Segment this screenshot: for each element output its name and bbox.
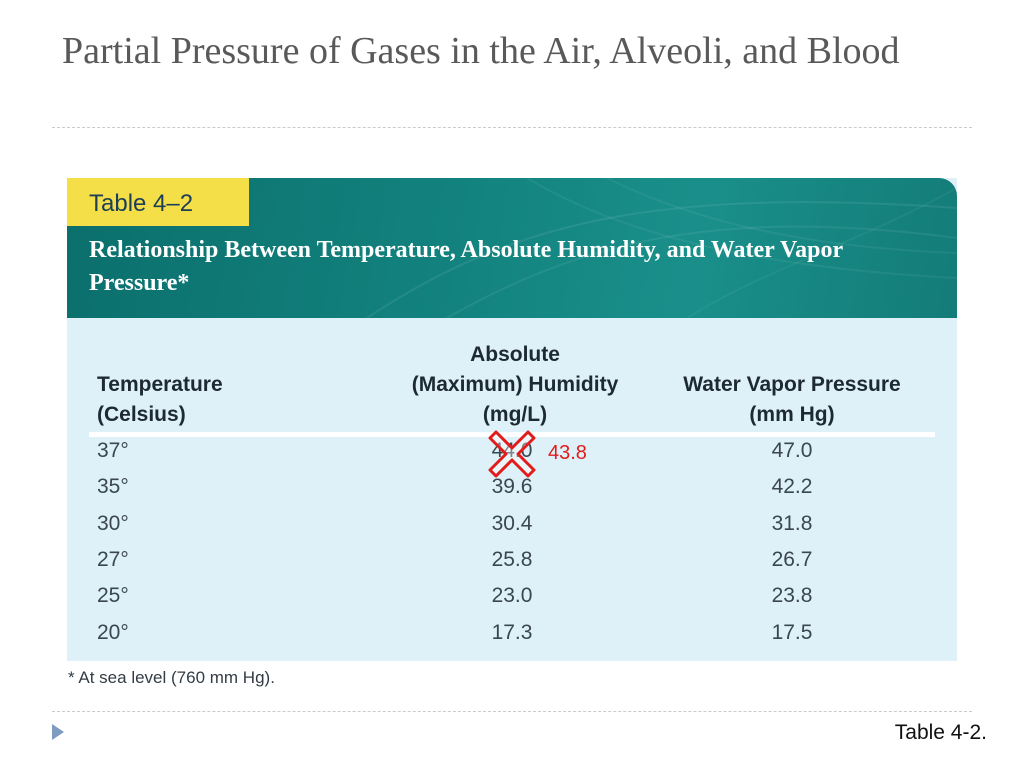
temperature-cell: 37° bbox=[97, 439, 129, 462]
vapor-pressure-cell: 26.7 bbox=[771, 547, 813, 571]
vapor-pressure-cell: 47.0 bbox=[771, 439, 813, 462]
table-footnote: * At sea level (760 mm Hg). bbox=[68, 668, 275, 687]
column-header-humidity: Absolute (Maximum) Humidity (mg/L) bbox=[411, 343, 619, 426]
vapor-pressure-cell: 31.8 bbox=[771, 511, 813, 535]
vapor-pressure-cell: 23.8 bbox=[771, 584, 813, 608]
table-row bbox=[67, 542, 957, 578]
humidity-cell: 23.0 bbox=[491, 584, 533, 608]
corrected-humidity-value: 43.8 bbox=[548, 442, 587, 464]
column-header-temperature: Temperature (Celsius) bbox=[97, 373, 223, 426]
table-row bbox=[67, 506, 957, 542]
cross-out-icon bbox=[482, 424, 542, 484]
title-divider bbox=[52, 127, 972, 128]
table-header-band bbox=[67, 178, 957, 318]
temperature-cell: 25° bbox=[97, 584, 129, 608]
table-caption: Relationship Between Temperature, Absolute Humidity, and Water Vapor Pressure* bbox=[89, 237, 843, 296]
humidity-cell: 44.0 bbox=[491, 439, 533, 462]
footer-divider bbox=[52, 711, 972, 712]
table-row bbox=[67, 615, 957, 651]
column-header-vapor-pressure: Water Vapor Pressure (mm Hg) bbox=[683, 373, 901, 426]
temperature-cell: 20° bbox=[97, 620, 129, 644]
temperature-cell: 27° bbox=[97, 547, 129, 571]
humidity-cell: 17.3 bbox=[491, 620, 533, 644]
slide-title: Partial Pressure of Gases in the Air, Alveoli, and Blood bbox=[62, 30, 900, 72]
humidity-cell: 25.8 bbox=[491, 547, 533, 571]
table-number-tag: Table 4–2 bbox=[67, 178, 249, 226]
vapor-pressure-cell: 42.2 bbox=[771, 475, 813, 499]
humidity-cell: 39.6 bbox=[491, 475, 533, 499]
table-figure bbox=[67, 178, 957, 661]
temperature-cell: 35° bbox=[97, 475, 129, 499]
table-row bbox=[67, 578, 957, 614]
triangle-bullet-icon bbox=[50, 722, 66, 742]
vapor-pressure-cell: 17.5 bbox=[771, 620, 813, 644]
temperature-cell: 30° bbox=[97, 511, 129, 535]
humidity-cell: 30.4 bbox=[491, 511, 533, 535]
slide-caption: Table 4-2. bbox=[894, 721, 987, 744]
